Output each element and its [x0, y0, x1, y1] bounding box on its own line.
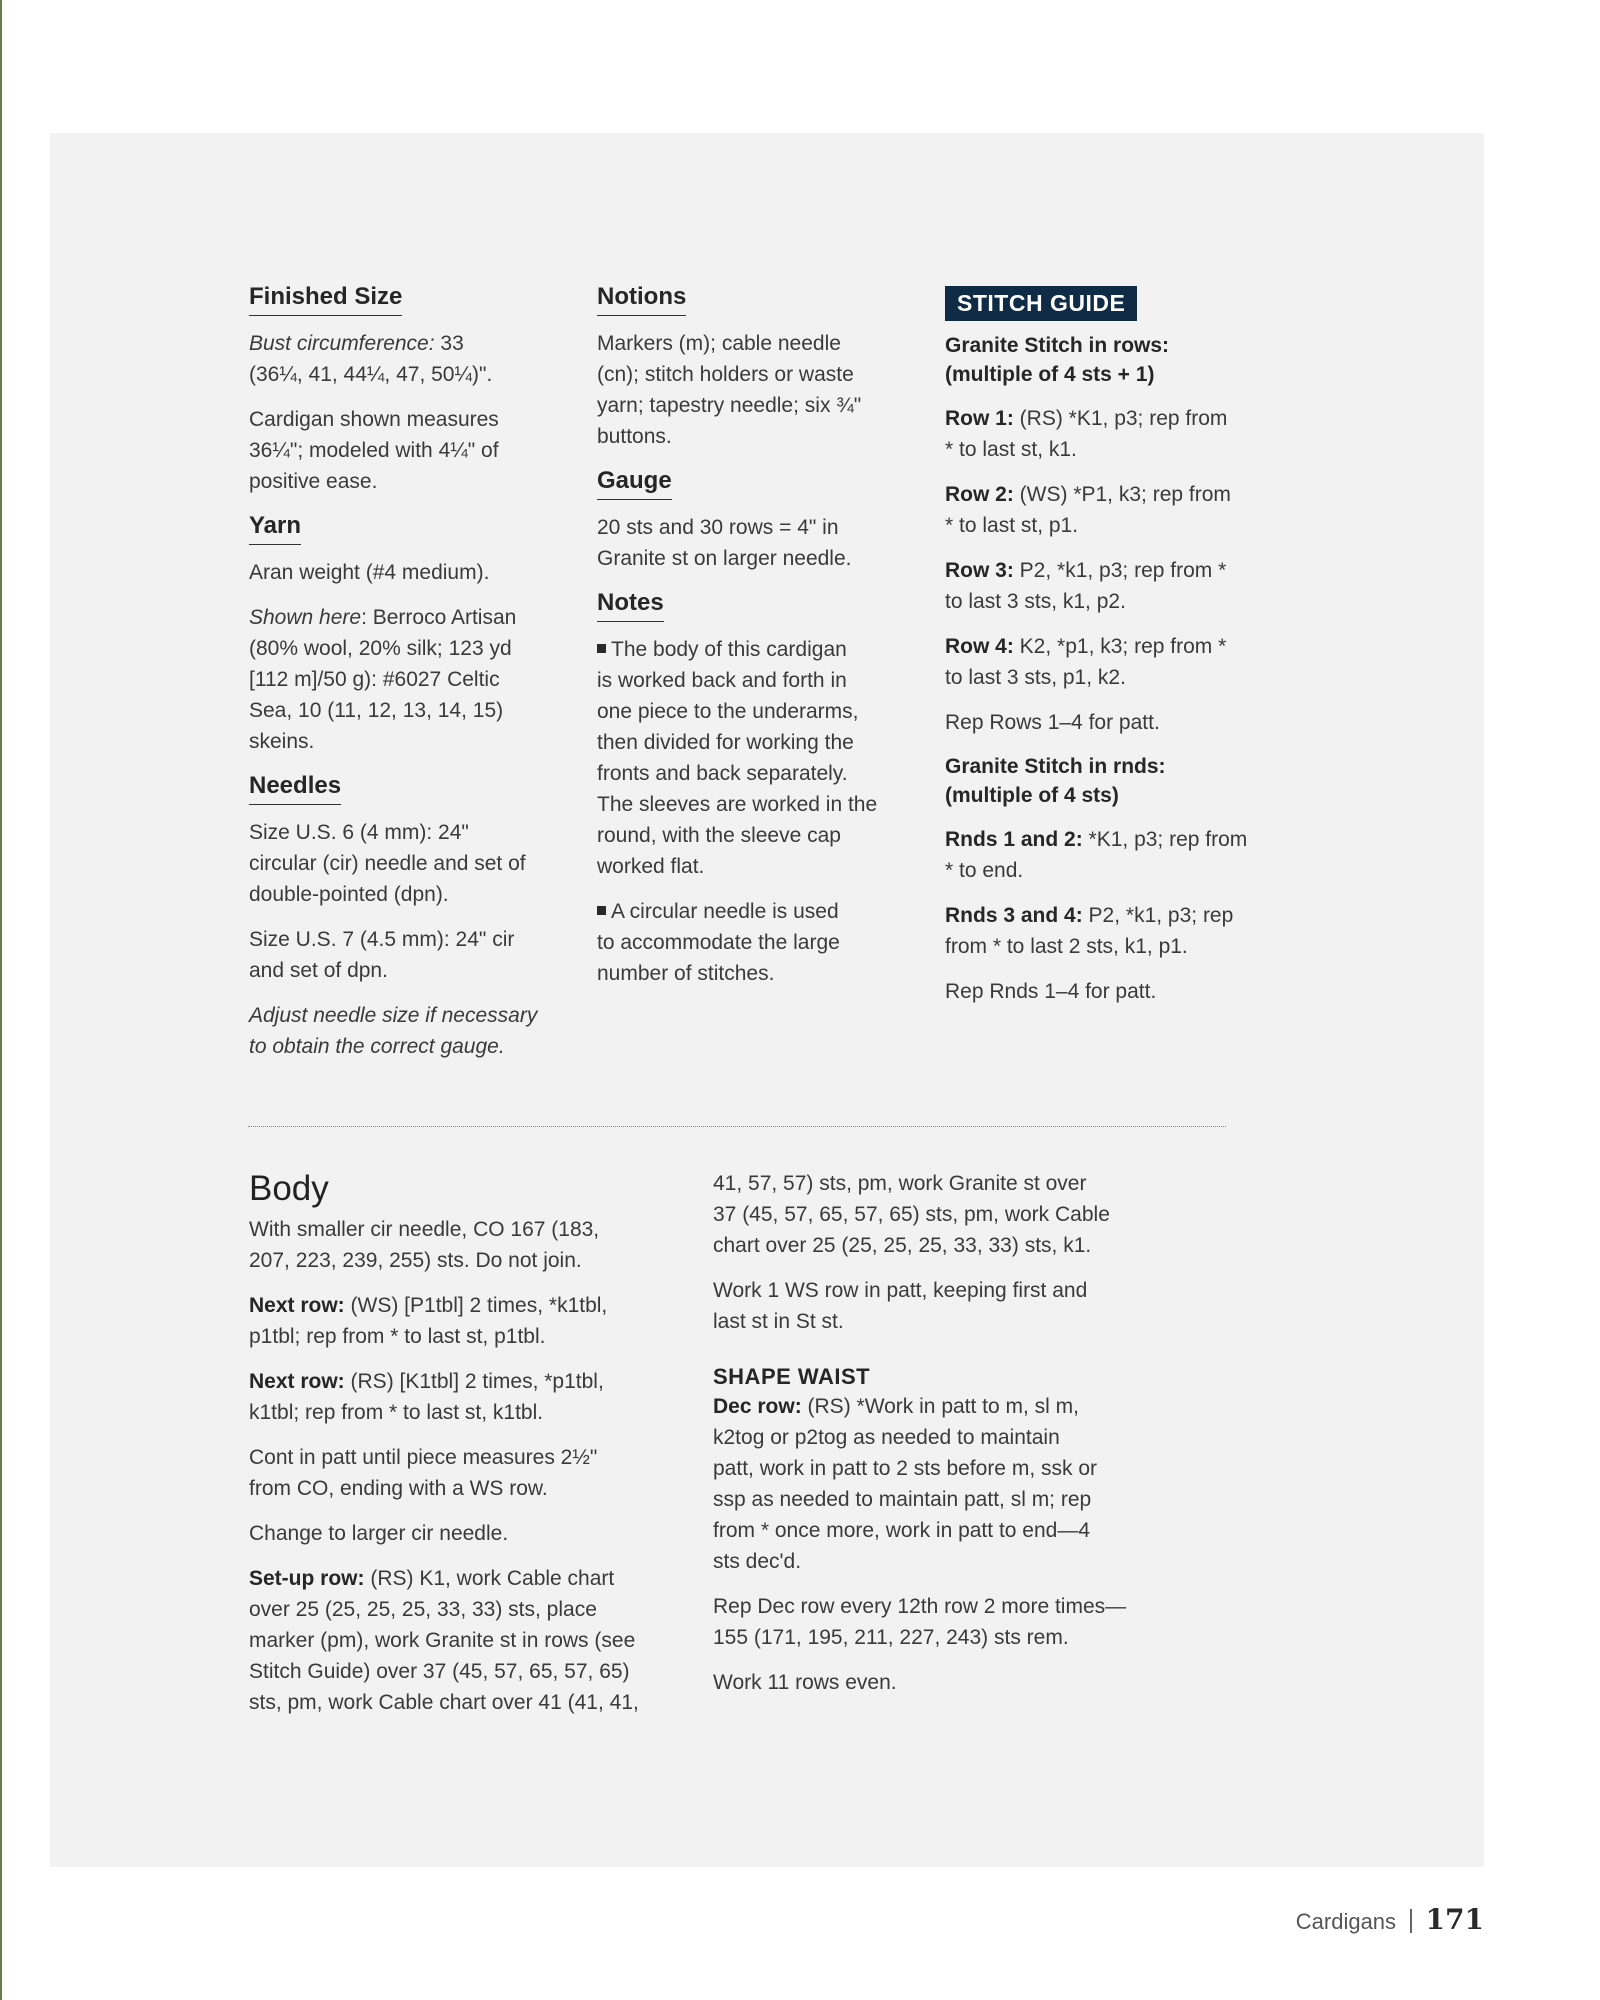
needles-heading: Needles — [249, 771, 341, 805]
yarn-heading: Yarn — [249, 511, 301, 545]
change-needle: Change to larger cir needle. — [249, 1522, 509, 1545]
bust-circumference: Bust circumference: 33 (36¼, 41, 44¼, 47, 50¼)". — [249, 332, 493, 386]
setup-row-continued: 41, 57, 57) sts, pm, work Granite st over 37 (45, 57, 65, 57, 65) sts, pm, work Cable chart over 25 (25, 25, 25, 33, 33) sts, k1. — [713, 1172, 1110, 1257]
row-3: Row 3: P2, *k1, p3; rep from * to last 3 sts, k1, p2. — [945, 559, 1227, 613]
rep-rows: Rep Rows 1–4 for patt. — [945, 711, 1160, 734]
notions-text: Markers (m); cable needle (cn); stitch holders or waste yarn; tapestry needle; six ¾" buttons. — [597, 332, 862, 448]
needle-size-2: Size U.S. 7 (4.5 mm): 24" cir and set of dpn. — [249, 928, 515, 982]
next-row-rs: Next row: (RS) [K1tbl] 2 times, *p1tbl, k1tbl; rep from * to last st, k1tbl. — [249, 1370, 604, 1424]
bullet-square-icon — [597, 644, 606, 653]
row-2: Row 2: (WS) *P1, k3; rep from * to last st, p1. — [945, 483, 1231, 537]
note-bullet-1: The body of this cardigan is worked back and forth in one piece to the underarms, then divided for working the fronts and back separately. The sleeves are worked in the round, with the sleeve cap worked flat. — [597, 638, 878, 878]
rep-dec-row: Rep Dec row every 12th row 2 more times— 155 (171, 195, 211, 227, 243) sts rem. — [713, 1595, 1127, 1649]
column-stitch-guide — [945, 286, 1275, 1021]
needle-size-1: Size U.S. 6 (4 mm): 24" circular (cir) needle and set of double-pointed (dpn). — [249, 821, 526, 906]
body-column-right — [713, 1168, 1153, 1712]
gauge-heading: Gauge — [597, 466, 672, 500]
dec-row: Dec row: (RS) *Work in patt to m, sl m, k2tog or p2tog as needed to maintain patt, work in patt to 2 sts before m, ssk or ssp as needed to maintain patt, sl m; rep from * once more, work in patt to end—4 sts dec'd. — [713, 1395, 1097, 1573]
shown-measures: Cardigan shown measures 36¼"; modeled with 4¼" of positive ease. — [249, 408, 499, 493]
note-bullet-2: A circular needle is used to accommodate the large number of stitches. — [597, 900, 840, 985]
next-row-ws: Next row: (WS) [P1tbl] 2 times, *k1tbl, p1tbl; rep from * to last st, p1tbl. — [249, 1294, 608, 1348]
page-footer — [1296, 1903, 1484, 1936]
column-left — [249, 282, 579, 1076]
yarn-shown-here: Shown here: Berroco Artisan (80% wool, 20% silk; 123 yd [112 m]/50 g): #6027 Celtic Sea, 10 (11, 12, 13, 14, 15) skeins. — [249, 606, 517, 753]
finished-size-heading: Finished Size — [249, 282, 402, 316]
bullet-square-icon — [597, 906, 606, 915]
page-edge — [0, 0, 2, 2000]
yarn-weight: Aran weight (#4 medium). — [249, 561, 490, 584]
footer-section: Cardigans — [1295, 1909, 1397, 1934]
rnds-1-2: Rnds 1 and 2: *K1, p3; rep from * to end. — [945, 828, 1248, 882]
work-even: Work 11 rows even. — [713, 1671, 897, 1694]
needle-adjust-note: Adjust needle size if necessary to obtain the correct gauge. — [249, 1004, 538, 1058]
granite-rnds-title: Granite Stitch in rnds: (multiple of 4 sts) — [945, 755, 1166, 807]
section-divider — [248, 1126, 1226, 1127]
rep-rnds: Rep Rnds 1–4 for patt. — [945, 980, 1157, 1003]
notions-heading: Notions — [597, 282, 686, 316]
granite-rows-title: Granite Stitch in rows: (multiple of 4 sts + 1) — [945, 334, 1170, 386]
row-1: Row 1: (RS) *K1, p3; rep from * to last st, k1. — [945, 407, 1228, 461]
body-column-left — [249, 1168, 669, 1732]
cont-in-patt: Cont in patt until piece measures 2½" from CO, ending with a WS row. — [249, 1446, 598, 1500]
footer-separator — [1410, 1909, 1412, 1933]
ws-row: Work 1 WS row in patt, keeping first and last st in St st. — [713, 1279, 1088, 1333]
notes-heading: Notes — [597, 588, 664, 622]
column-middle — [597, 282, 917, 1003]
setup-row: Set-up row: (RS) K1, work Cable chart over 25 (25, 25, 25, 33, 33) sts, place marker (pm), work Granite st in rows (see Stitch Guide) over 37 (45, 57, 65, 57, 65) sts, pm, work Cable chart over 41 (41, 41, — [249, 1567, 639, 1714]
body-intro: With smaller cir needle, CO 167 (183, 207, 223, 239, 255) sts. Do not join. — [249, 1218, 600, 1272]
gauge-text: 20 sts and 30 rows = 4" in Granite st on larger needle. — [597, 516, 852, 570]
shape-waist-heading: SHAPE WAIST — [713, 1364, 871, 1389]
row-4: Row 4: K2, *p1, k3; rep from * to last 3 sts, p1, k2. — [945, 635, 1227, 689]
body-title: Body — [249, 1169, 329, 1208]
page-number: 171 — [1425, 1903, 1484, 1936]
rnds-3-4: Rnds 3 and 4: P2, *k1, p3; rep from * to last 2 sts, k1, p1. — [945, 904, 1234, 958]
stitch-guide-tag: STITCH GUIDE — [945, 286, 1137, 321]
